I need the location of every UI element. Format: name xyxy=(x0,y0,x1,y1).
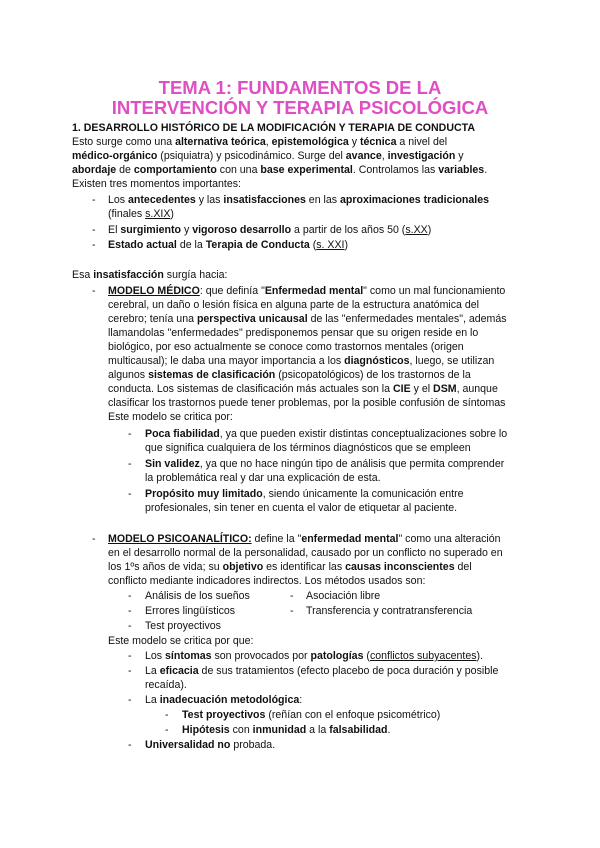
medico-line-10: Este modelo se critica por: xyxy=(108,411,233,423)
medico-line-1: MODELO MÉDICO: que definía "Enfermedad mental" como un mal funcionamiento xyxy=(108,285,506,297)
list-bullet: - xyxy=(128,694,132,706)
medico-line-8: conducta. Los sistemas de clasificación más actuales son la CIE y el DSM, aunque xyxy=(108,383,498,395)
method-item: Asociación libre xyxy=(306,590,381,602)
list-bullet: - xyxy=(128,605,132,617)
medico-line-7: algunos sistemas de clasificación (psicopatológicos) de los trastornos de la xyxy=(108,369,471,381)
medico-line-4: llamandolas "enfermedades" predisponemos pensar que su origen reside en lo xyxy=(108,327,479,339)
psico-line-3: los 1ºs años de vida; su objetivo es identificar las causas inconscientes del xyxy=(108,561,472,573)
transition-line: Esa insatisfacción surgía hacia: xyxy=(72,269,228,281)
medico-line-2: cerebral, un daño o lesión física en alguna parte de la estructura anatómica del xyxy=(108,299,480,311)
intro-line-4: Existen tres momentos importantes: xyxy=(72,178,241,190)
list-bullet: - xyxy=(128,739,132,751)
moment-item-1: Los antecedentes y las insatisfacciones en las aproximaciones tradicionales xyxy=(108,194,489,206)
list-bullet: - xyxy=(128,650,132,662)
medico-line-3: cerebro; tenía una perspectiva unicausal de las "enfermedades mentales", además xyxy=(108,313,507,325)
method-item: Transferencia y contratransferencia xyxy=(306,605,473,617)
medico-line-6: multicausal); le daba una mayor importancia a los diagnósticos, luego, se utilizan xyxy=(108,355,495,367)
list-bullet: - xyxy=(290,605,294,617)
psico-line-2: en el desarrollo normal de la personalidad, causado por un conflicto no superado en xyxy=(108,547,503,559)
list-bullet: - xyxy=(92,224,96,236)
list-bullet: - xyxy=(128,665,132,677)
method-item: Análisis de los sueños xyxy=(145,590,250,602)
medico-line-9: clasificar los trastornos puede tener problemas, por la posible confusión de síntomas xyxy=(108,397,506,409)
method-item: Errores lingüísticos xyxy=(145,605,236,617)
list-bullet: - xyxy=(92,285,96,297)
list-bullet: - xyxy=(165,709,169,721)
psico-sub-1: Test proyectivos (reñían con el enfoque psicométrico) xyxy=(182,709,441,721)
doc-title-line2: INTERVENCIÓN Y TERAPIA PSICOLÓGICA xyxy=(111,97,489,118)
psico-line-1: MODELO PSICOANALÍTICO: define la "enfermedad mental" como una alteración xyxy=(108,533,501,545)
psico-line-4: conflicto mediante indicadores indirectos. Los métodos usados son: xyxy=(108,575,426,587)
psico-critique-1: Los síntomas son provocados por patologías (conflictos subyacentes). xyxy=(145,650,484,662)
medico-critique-2-cont: la problemática real y dar una explicación de esta. xyxy=(145,472,381,484)
list-bullet: - xyxy=(290,590,294,602)
medico-critique-1: Poca fiabilidad, ya que pueden existir distintas conceptualizaciones sobre lo xyxy=(145,428,508,440)
intro-line-2: médico-orgánico (psiquiatra) y psicodinámico. Surge del avance, investigación y xyxy=(72,150,464,162)
list-bullet: - xyxy=(128,428,132,440)
intro-line-3: abordaje de comportamiento con una base experimental. Controlamos las variables. xyxy=(72,164,488,176)
medico-critique-1-cont: que significa cualquiera de los términos diagnósticos que se empleen xyxy=(145,442,471,454)
medico-critique-2: Sin validez, ya que no hace ningún tipo de análisis que permita comprender xyxy=(145,458,505,470)
doc-title-line1: TEMA 1: FUNDAMENTOS DE LA xyxy=(158,77,442,98)
moment-item-3: Estado actual de la Terapia de Conducta (s. XXI) xyxy=(108,239,349,251)
list-bullet: - xyxy=(128,458,132,470)
list-bullet: - xyxy=(92,533,96,545)
moment-item-1-cont: (finales s.XIX) xyxy=(108,208,174,220)
medico-critique-3: Propósito muy limitado, siendo únicamente la comunicación entre xyxy=(145,488,464,500)
psico-critique-2: La eficacia de sus tratamientos (efecto placebo de poca duración y posible xyxy=(145,665,499,677)
medico-critique-3-cont: profesionales, sin tener en cuenta el valor de etiquetar al paciente. xyxy=(145,502,458,514)
list-bullet: - xyxy=(92,239,96,251)
intro-line-1: Esto surge como una alternativa teórica, epistemológica y técnica a nivel del xyxy=(72,136,448,148)
psico-sub-2: Hipótesis con inmunidad a la falsabilidad. xyxy=(182,724,391,736)
list-bullet: - xyxy=(128,590,132,602)
list-bullet: - xyxy=(92,194,96,206)
psico-critique-2-cont: recaída). xyxy=(145,679,187,691)
psico-critique-4: Universalidad no probada. xyxy=(145,739,276,751)
moment-item-2: El surgimiento y vigoroso desarrollo a partir de los años 50 (s.XX) xyxy=(108,224,432,236)
psico-critique-intro: Este modelo se critica por que: xyxy=(108,635,254,647)
method-item: Test proyectivos xyxy=(145,620,221,632)
psico-critique-3: La inadecuación metodológica: xyxy=(145,694,303,706)
section-heading: 1. DESARROLLO HISTÓRICO DE LA MODIFICACIÓN Y TERAPIA DE CONDUCTA xyxy=(72,122,475,134)
medico-line-5: biológico, por eso actualmente se conoce como trastornos mentales (origen xyxy=(108,341,464,353)
list-bullet: - xyxy=(128,488,132,500)
list-bullet: - xyxy=(128,620,132,632)
list-bullet: - xyxy=(165,724,169,736)
